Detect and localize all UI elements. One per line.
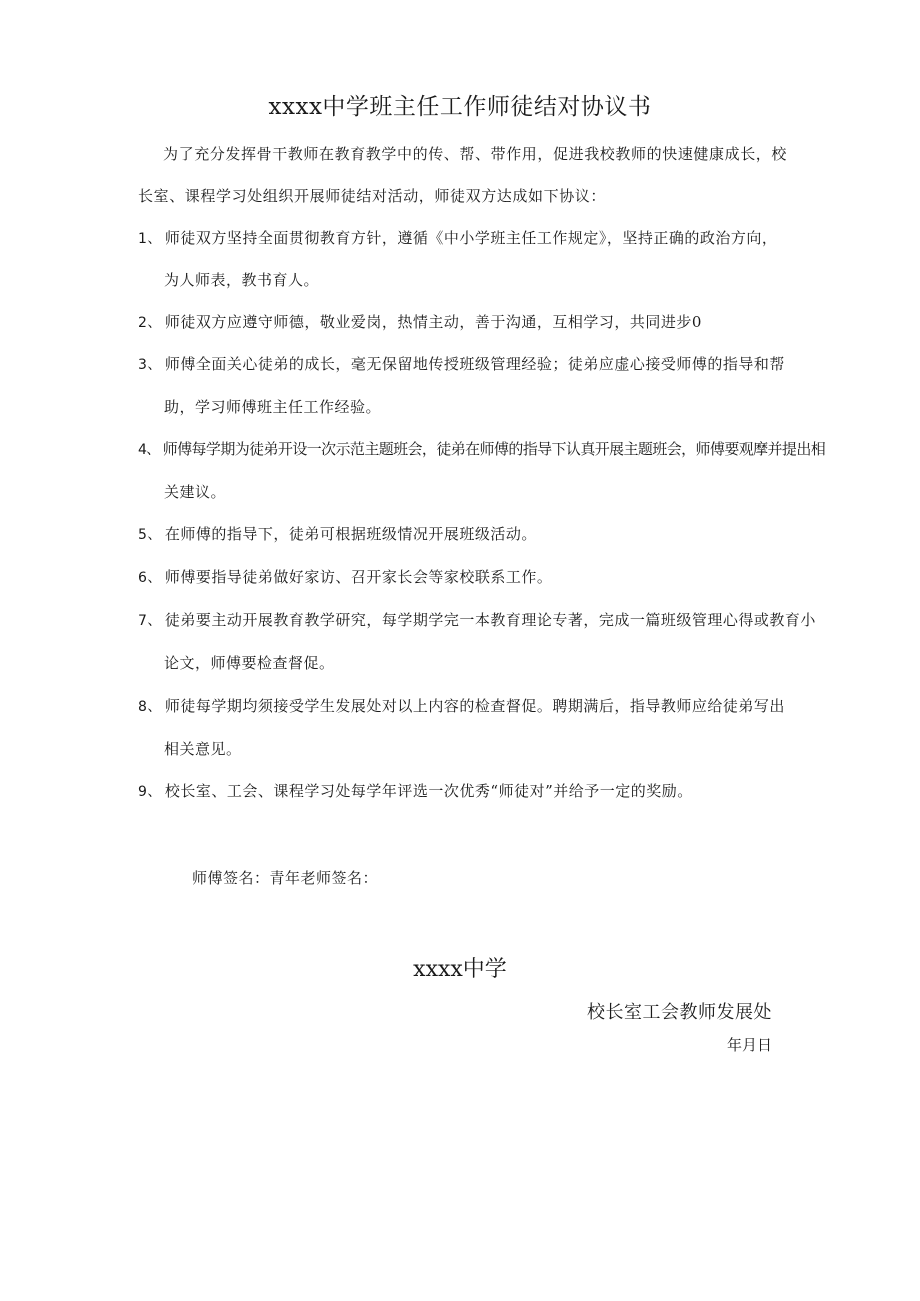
clause-1 <box>138 227 777 250</box>
clause-number: 5、 <box>138 527 162 543</box>
clause-4 <box>138 438 825 461</box>
clause-6 <box>138 566 552 589</box>
clause-7-continued: 论文，师傅要检查督促。 <box>164 654 335 672</box>
school-name: xxxx中学 <box>413 957 507 982</box>
clause-number: 6、 <box>138 570 162 586</box>
clause-8-continued: 相关意见。 <box>164 740 242 758</box>
clause-number: 4、 <box>138 442 160 458</box>
signature-line: 师傅签名：青年老师签名： <box>192 869 379 887</box>
clause-number: 7、 <box>138 613 162 629</box>
clause-number: 1、 <box>138 231 162 247</box>
clause-text: 师徒双方应遵守师德，敬业爱岗，热情主动，善于沟通，互相学习，共同进步0 <box>164 313 702 331</box>
clause-text: 师傅每学期为徒弟开设一次示范主题班会，徒弟在师傅的指导下认真开展主题班会，师傅要观摩并提出相 <box>162 440 826 458</box>
clause-text: 师傅全面关心徒弟的成长，毫无保留地传授班级管理经验；徒弟应虚心接受师傅的指导和帮 <box>164 355 785 373</box>
clause-text: 校长室、工会、课程学习处每学年评选一次优秀“师徒对”并给予一定的奖励。 <box>164 782 693 800</box>
clause-7 <box>138 609 816 632</box>
intro-line-2: 长室、课程学习处组织开展师徒结对活动，师徒双方达成如下协议： <box>138 187 607 205</box>
clause-3-continued: 助，学习师傅班主任工作经验。 <box>164 398 382 416</box>
clause-text: 徒弟要主动开展教育教学研究，每学期学完一本教育理论专著，完成一篇班级管理心得或教育小 <box>164 611 816 629</box>
clause-text: 在师傅的指导下，徒弟可根据班级情况开展班级活动。 <box>164 525 537 543</box>
issuing-departments: 校长室工会教师发展处 <box>587 1002 772 1023</box>
clause-number: 3、 <box>138 357 162 373</box>
document-title: xxxx中学班主任工作师徒结对协议书 <box>268 94 652 120</box>
clause-text: 师徒双方坚持全面贯彻教育方针，遵循《中小学班主任工作规定》，坚持正确的政治方向， <box>164 229 778 247</box>
clause-number: 2、 <box>138 315 162 331</box>
clause-1-continued: 为人师表，教书育人。 <box>164 271 320 289</box>
clause-8 <box>138 695 785 718</box>
clause-4-continued: 关建议。 <box>164 483 227 501</box>
intro-line-1: 为了充分发挥骨干教师在教育教学中的传、帮、带作用，促进我校教师的快速健康成长，校 <box>163 145 788 163</box>
clause-9 <box>138 780 693 803</box>
clause-text: 师傅要指导徒弟做好家访、召开家长会等家校联系工作。 <box>164 568 553 586</box>
clause-2 <box>138 311 702 334</box>
clause-number: 9、 <box>138 784 162 800</box>
clause-number: 8、 <box>138 699 162 715</box>
clause-text: 师徒每学期均须接受学生发展处对以上内容的检查督促。聘期满后，指导教师应给徒弟写出 <box>164 697 785 715</box>
date-line: 年月日 <box>726 1036 772 1054</box>
clause-5 <box>138 523 537 546</box>
clause-3 <box>138 353 785 376</box>
